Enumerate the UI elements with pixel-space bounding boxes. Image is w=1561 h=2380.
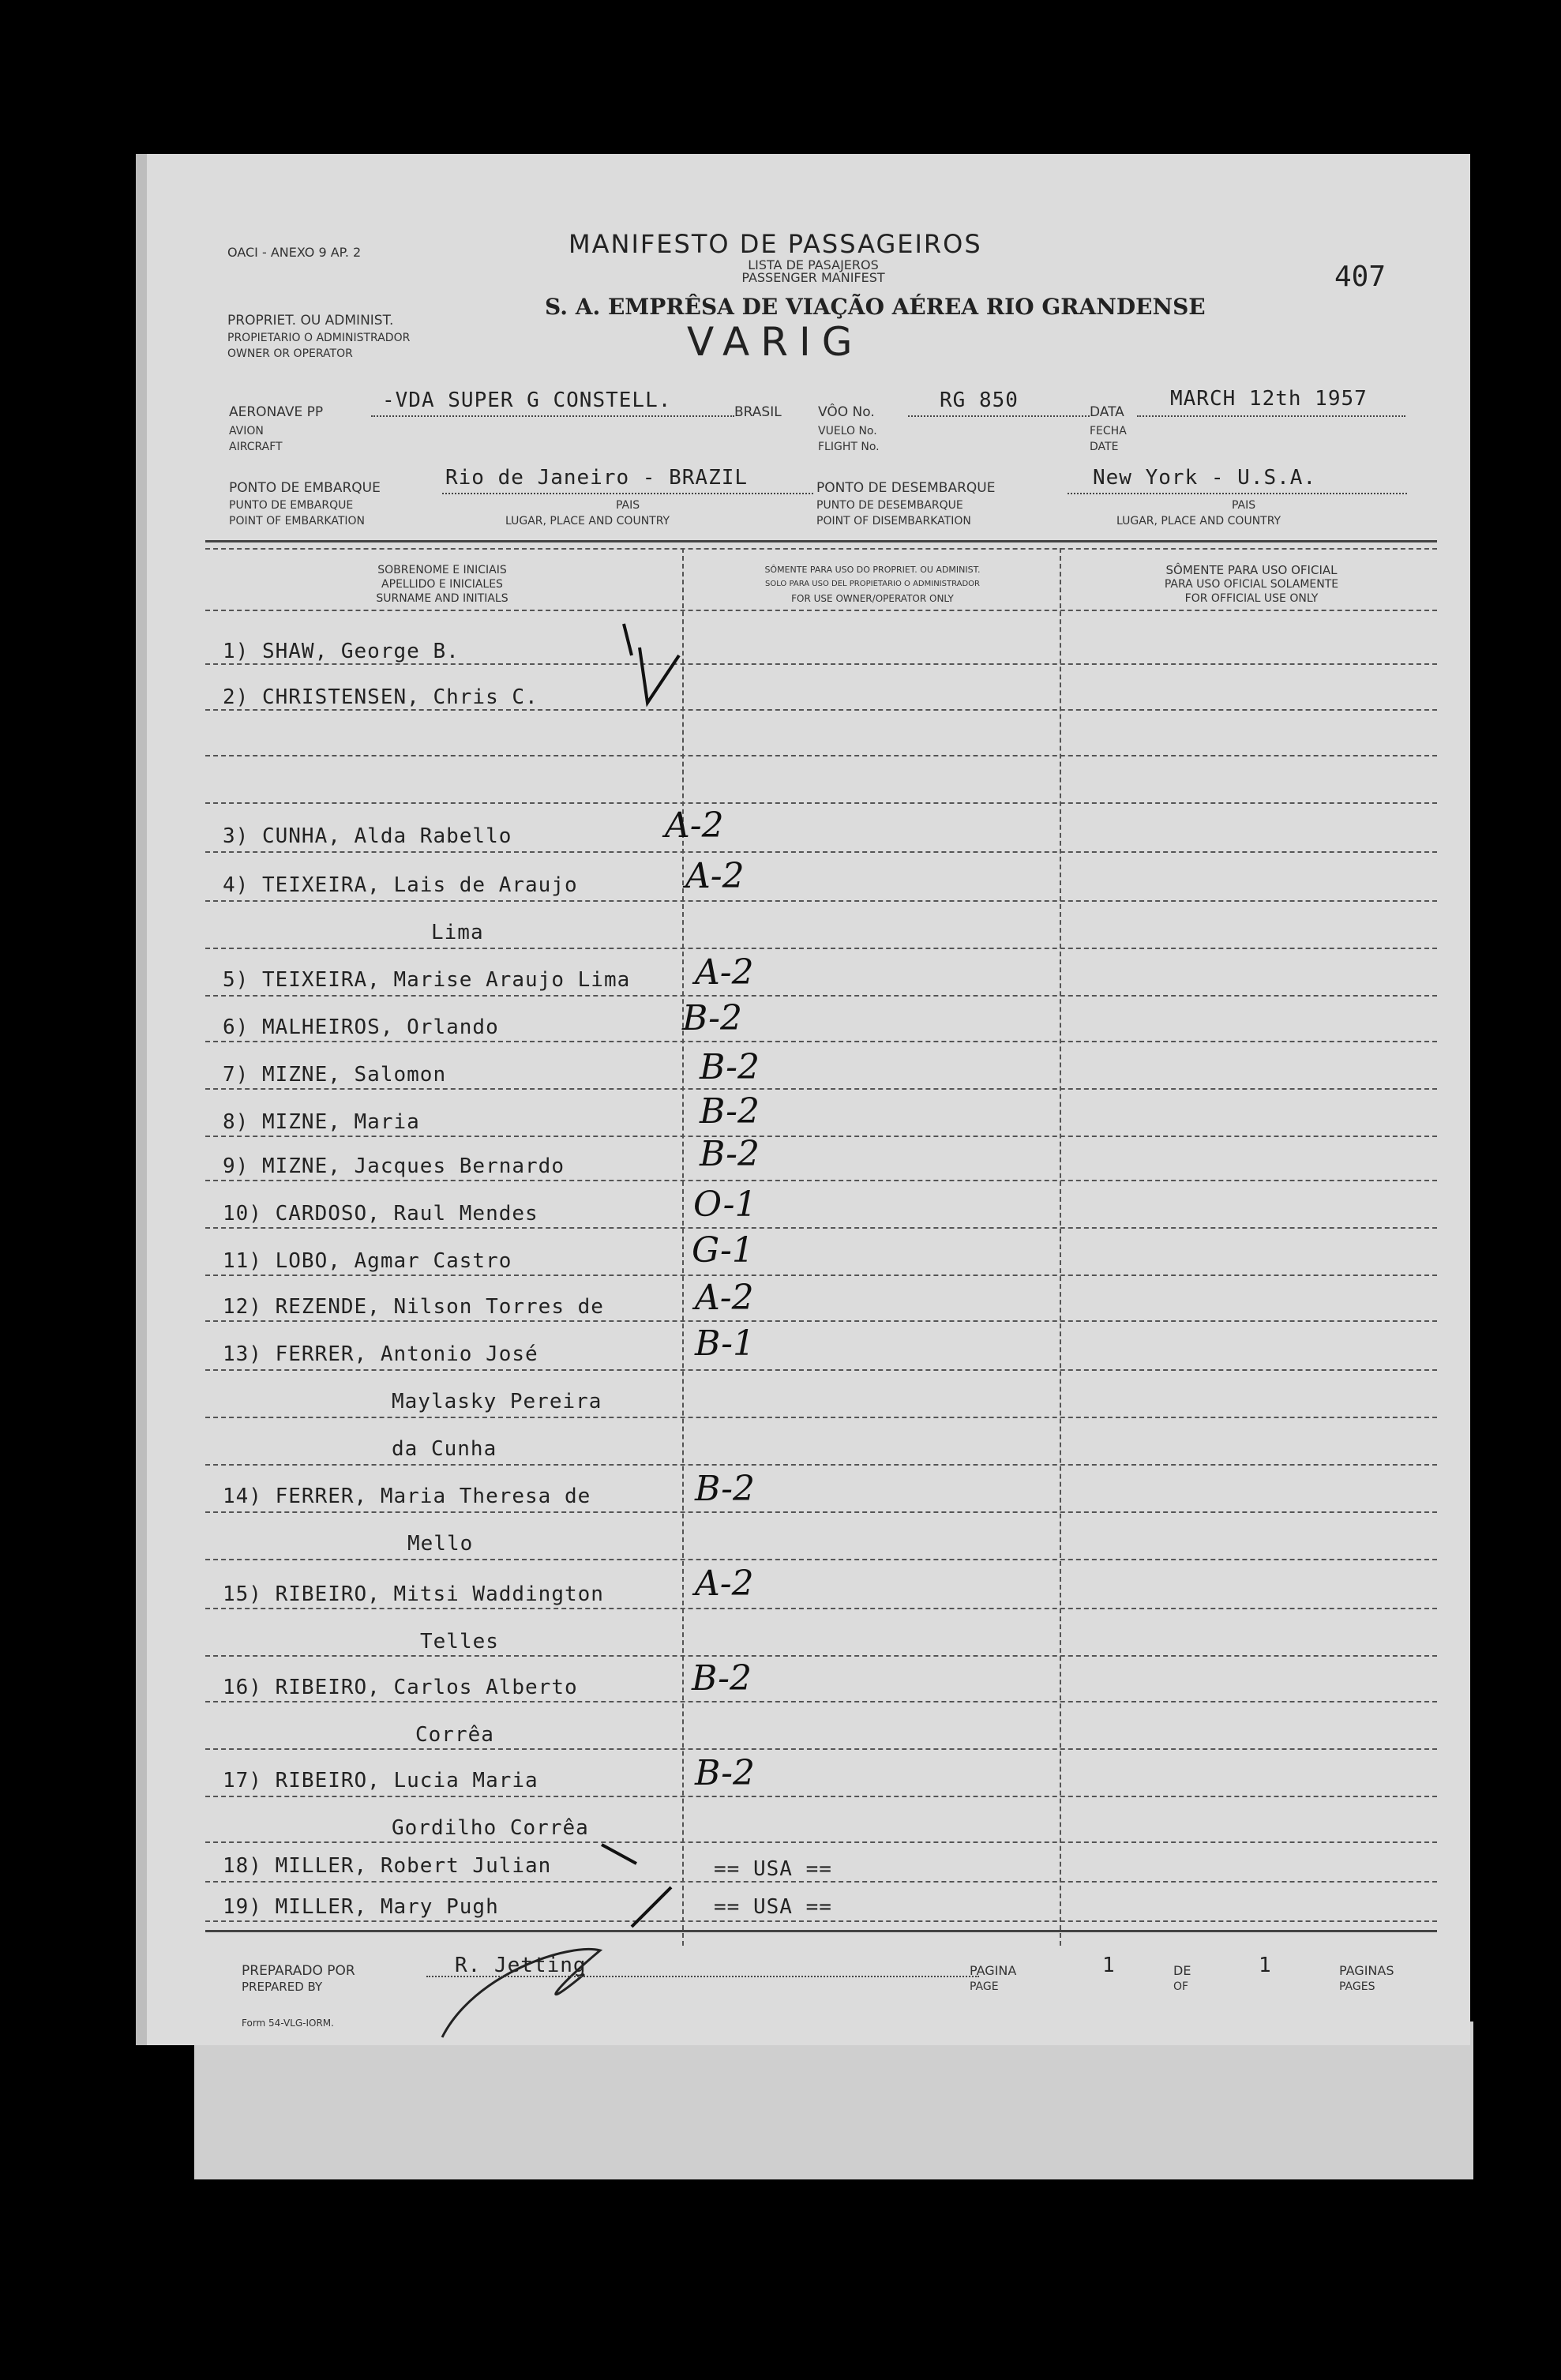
passenger-row-4-cont: Lima — [431, 921, 484, 944]
page-value: 1 — [1102, 1954, 1116, 1977]
manifest-subtitle-es: LISTA DE PASAJEROS — [748, 257, 879, 272]
passenger-row-13-cont-2: da Cunha — [392, 1437, 497, 1461]
passenger-row-12: 12) REZENDE, Nilson Torres de — [223, 1295, 604, 1319]
of-value: 1 — [1259, 1954, 1272, 1977]
aircraft-label-es: AVION — [229, 425, 264, 437]
prepared-by-value: R. Jetting — [455, 1954, 587, 1977]
class-code-5: A-2 — [695, 952, 754, 993]
page-number: 407 — [1334, 261, 1387, 293]
passenger-row-16-cont: Corrêa — [415, 1723, 494, 1747]
passenger-row-16: 16) RIBEIRO, Carlos Alberto — [223, 1676, 578, 1699]
passenger-row-1: 1) SHAW, George B. — [223, 640, 460, 663]
passenger-row-9: 9) MIZNE, Jacques Bernardo — [223, 1154, 565, 1178]
owner-label-en: OWNER OR OPERATOR — [227, 347, 353, 360]
prepared-by-label-pt: PREPARADO POR — [242, 1963, 355, 1979]
class-code-9: B-2 — [700, 1134, 760, 1174]
passenger-row-19: 19) MILLER, Mary Pugh — [223, 1895, 499, 1919]
pages-label-en: PAGES — [1339, 1980, 1375, 1993]
passenger-row-17: 17) RIBEIRO, Lucia Maria — [223, 1769, 538, 1793]
passenger-row-6: 6) MALHEIROS, Orlando — [223, 1015, 499, 1039]
class-code-10: O-1 — [693, 1184, 757, 1225]
col2-header-en: FOR USE OWNER/OPERATOR ONLY — [791, 593, 954, 604]
aircraft-value: -VDA SUPER G CONSTELL. — [382, 389, 672, 412]
of-label-pt: DE — [1173, 1963, 1191, 1978]
manifest-subtitle-en: PASSENGER MANIFEST — [741, 270, 885, 285]
date-value: MARCH 12th 1957 — [1170, 387, 1368, 411]
class-code-15: A-2 — [695, 1564, 754, 1604]
passenger-row-5: 5) TEIXEIRA, Marise Araujo Lima — [223, 968, 631, 992]
embark-label-pt: PONTO DE EMBARQUE — [229, 480, 381, 496]
form-code: Form 54-VLG-IORM. — [242, 2018, 334, 2029]
col3-header-pt: SÔMENTE PARA USO OFICIAL — [1165, 563, 1338, 577]
class-code-8: B-2 — [700, 1091, 760, 1132]
col2-header-pt: SÔMENTE PARA USO DO PROPRIET. OU ADMINIST. — [764, 565, 981, 575]
passenger-row-17-cont: Gordilho Corrêa — [392, 1816, 589, 1840]
passenger-row-4: 4) TEIXEIRA, Lais de Araujo — [223, 873, 578, 897]
class-code-11: G-1 — [692, 1230, 754, 1271]
flight-label-es: VUELO No. — [818, 425, 877, 437]
embark-value: Rio de Janeiro - BRAZIL — [445, 466, 749, 490]
class-code-14: B-2 — [695, 1469, 756, 1509]
passenger-row-7: 7) MIZNE, Salomon — [223, 1063, 447, 1087]
of-label-en: OF — [1173, 1980, 1189, 1993]
class-code-6: B-2 — [682, 998, 743, 1038]
class-code-18: == USA == — [714, 1857, 832, 1881]
embark-place-label: LUGAR, PLACE AND COUNTRY — [505, 515, 670, 527]
passenger-row-3: 3) CUNHA, Alda Rabello — [223, 824, 512, 848]
flight-value: RG 850 — [940, 389, 1019, 412]
company-name: S. A. EMPRÊSA DE VIAÇÃO AÉREA RIO GRANDENSE — [545, 294, 1206, 320]
class-code-16: B-2 — [692, 1658, 752, 1699]
embark-country-label: PAIS — [616, 499, 640, 512]
disembark-label-en: POINT OF DISEMBARKATION — [816, 515, 971, 527]
embark-label-en: POINT OF EMBARKATION — [229, 515, 366, 527]
passenger-row-2: 2) CHRISTENSEN, Chris C. — [223, 685, 538, 709]
company-brand: VARIG — [687, 319, 864, 365]
aircraft-label-pt: AERONAVE PP — [229, 404, 324, 420]
oaci-reference: OACI - ANEXO 9 AP. 2 — [227, 245, 362, 260]
passenger-row-14: 14) FERRER, Maria Theresa de — [223, 1485, 591, 1508]
class-code-17: B-2 — [695, 1753, 756, 1793]
col1-header-pt: SOBRENOME E INICIAIS — [377, 564, 507, 576]
disembark-label-pt: PONTO DE DESEMBARQUE — [816, 480, 996, 496]
disembark-label-es: PUNTO DE DESEMBARQUE — [816, 499, 963, 512]
col3-header-es: PARA USO OFICIAL SOLAMENTE — [1164, 578, 1339, 591]
passenger-row-14-cont: Mello — [407, 1532, 474, 1556]
aircraft-label-en: AIRCRAFT — [229, 441, 283, 453]
class-code-19: == USA == — [714, 1895, 832, 1919]
flight-label-en: FLIGHT No. — [818, 441, 880, 453]
class-code-3: A-2 — [665, 805, 724, 846]
owner-label-pt: PROPRIET. OU ADMINIST. — [227, 313, 394, 328]
passenger-row-8: 8) MIZNE, Maria — [223, 1110, 420, 1134]
class-code-7: B-2 — [700, 1047, 760, 1087]
passenger-row-18: 18) MILLER, Robert Julian — [223, 1854, 552, 1878]
passenger-row-13-cont-1: Maylasky Pereira — [392, 1390, 602, 1413]
col3-header-en: FOR OFFICIAL USE ONLY — [1184, 592, 1319, 605]
pages-label-pt: PAGINAS — [1339, 1963, 1394, 1978]
col1-header-es: APELLIDO E INICIALES — [381, 578, 503, 591]
manifest-title: MANIFESTO DE PASSAGEIROS — [568, 229, 982, 259]
prepared-by-label-en: PREPARED BY — [242, 1980, 323, 1994]
passenger-row-15: 15) RIBEIRO, Mitsi Waddington — [223, 1582, 604, 1606]
class-code-4: A-2 — [685, 856, 745, 896]
passenger-row-11: 11) LOBO, Agmar Castro — [223, 1249, 512, 1273]
date-label-pt: DATA — [1090, 404, 1124, 420]
col2-header-es: SOLO PARA USO DEL PROPIETARIO O ADMINISTRADOR — [765, 580, 980, 588]
class-code-13: B-1 — [695, 1323, 756, 1364]
disembark-place-label: LUGAR, PLACE AND COUNTRY — [1116, 515, 1281, 527]
embark-label-es: PUNTO DE EMBARQUE — [229, 499, 354, 512]
page-label-en: PAGE — [970, 1980, 999, 1993]
flight-label-pt: VÔO No. — [818, 404, 875, 420]
date-label-en: DATE — [1090, 441, 1119, 453]
passenger-row-15-cont: Telles — [420, 1630, 499, 1654]
date-label-es: FECHA — [1090, 425, 1127, 437]
col1-header-en: SURNAME AND INITIALS — [376, 592, 508, 605]
passenger-row-10: 10) CARDOSO, Raul Mendes — [223, 1202, 538, 1226]
passenger-row-13: 13) FERRER, Antonio José — [223, 1342, 538, 1366]
owner-label-es: PROPIETARIO O ADMINISTRADOR — [227, 332, 411, 344]
class-code-12: A-2 — [695, 1278, 754, 1318]
disembark-value: New York - U.S.A. — [1093, 466, 1317, 490]
page-label-pt: PAGINA — [970, 1963, 1017, 1978]
brasil-label: BRASIL — [734, 404, 782, 420]
disembark-country-label: PAIS — [1232, 499, 1256, 512]
